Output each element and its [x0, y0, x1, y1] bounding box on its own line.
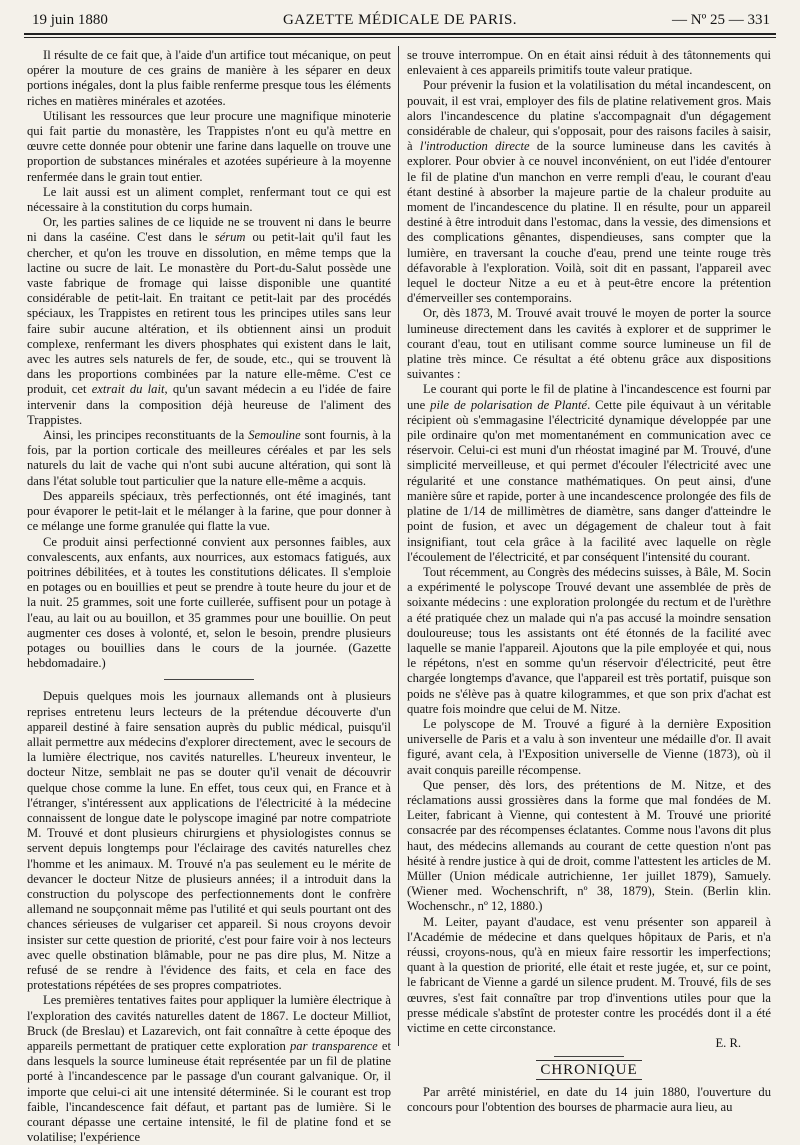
paragraph: Que penser, dès lors, des prétentions de M. Nitze, et des réclamations aussi grossières dans la forme que mal fondées de M. Leiter, fabricant à Vienne, qui contestent à M. Trouvé une priorité consacrée par des récompenses éclatantes. Comme nous l'avons dit plus haut, des médecins allemands au courant de cette question n'ont pas hésité à rendre justice à qui de droit, comme l'attestent les articles de M. Müller (Union médicale autrichienne, 1er juillet 1879), Samuely. (Wiener med. Wochenschrift, nº 38, 1879), Stein. (Berlin klin. Wochenschr., nº 12, 1880.) [407, 777, 771, 914]
italic-term: l'introduction directe [419, 139, 530, 154]
italic-term: pile de polarisation de Planté [430, 397, 588, 412]
paragraph: Des appareils spéciaux, très perfectionnés, ont été imaginés, tant pour évaporer le petit-lait et le mélanger à la farine, que pour donner à ce mélange une forme granulée qui flatte la vue. [27, 488, 391, 534]
section-title: CHRONIQUE [407, 1063, 771, 1078]
page-header [24, 10, 776, 30]
italic-term: extrait du lait [91, 382, 165, 397]
italic-term: par transparence [290, 1039, 378, 1053]
header-rule-thin [24, 37, 776, 38]
paragraph: M. Leiter, payant d'audace, est venu présenter son appareil à l'Académie de médecine et dans quelques hôpitaux de Paris, et n'a réussi, croyons-nous, qu'à en mieux faire ressortir les imperfections; quant à la question de priorité, elle était et reste jugée, et, sur ce point, le fabricant de Vienne a gardé un silence prudent. M. Trouvé, fils de ses œuvres, s'est fait connaître par trop d'inventions utiles pour que la presse médicale s'abstînt de protester contre les procédés dont il a été victime en cette circonstance. [407, 914, 771, 1035]
paragraph: Utilisant les ressources que leur procure une magnifique minoterie qui fait partie du monastère, les Trappistes n'ont eu qu'à mettre en œuvre cette donnée pour obtenir une farine dans laquelle on trouve une proportion de substances minérales et azotées supérieure à la moyenne renfermée dans le grain tout entier. [27, 108, 391, 184]
right-column [407, 48, 771, 1114]
section-separator [164, 679, 254, 680]
paragraph: Le polyscope de M. Trouvé a figuré à la dernière Exposition universelle de Paris et a valu à son inventeur une médaille d'or. Il avait figuré, avant cela, à l'Exposition universelle de Vienne (1873), où il avait conquis pareille récompense. [407, 716, 771, 777]
paragraph: Pour prévenir la fusion et la volatilisation du métal incandescent, on pouvait, il est vrai, employer des fils de platine relativement gros. Mais alors l'incandescence du platine s'accompagnait d'un dégagement considérable de chaleur, qui s'opposait, pour des raisons faciles à saisir, à l'introduction directe de la source lumineuse dans les cavités à explorer. Pour obvier à ce nouvel inconvénient, on eut l'idée d'entourer le fil de platine d'un manchon en verre rempli d'eau, le courant d'eau étant destiné à absorber la majeure partie de la chaleur produite au moment de l'incandescence du platine. Il en résulte, pour un appareil destiné à être introduit dans l'estomac, dans la vessie, des dimensions et des complications gênantes, dispendieuses, sans compter que la lumière, en traversant la couche d'eau, prend une teinte rouge très défavorable à l'exploration. Voilà, soit dit en passant, l'appareil avec lequel le docteur Nitze a eu et à peut-être encore la prétention d'émerveiller ses contemporains. [407, 78, 771, 306]
paragraph: Le lait aussi est un aliment complet, renfermant tout ce qui est nécessaire à la constitution du corps humain. [27, 184, 391, 215]
paragraph: se trouve interrompue. On en était ainsi réduit à des tâtonnements qui enlevaient à ces appareils primitifs toute valeur pratique. [407, 48, 771, 78]
paragraph: Or, dès 1873, M. Trouvé avait trouvé le moyen de porter la source lumineuse directement dans les cavités à explorer et de supprimer le courant d'eau, tout en utilisant comme source lumineuse un fil de platine très mince. Ce résultat a été obtenu grâce aux dispositions suivantes : [407, 306, 771, 382]
paragraph: Les premières tentatives faites pour appliquer la lumière électrique à l'exploration des cavités naturelles datent de 1867. Le docteur Milliot, Bruck (de Breslau) et Lazarevich, ont fait connaître à cette époque des appareils permettant de pratiquer cette exploration par transparence et dans lesquels la source lumineuse était représentée par un fil de platine porté à l'incandescence par le passage d'un courant galvanique. Or, il importe que celui-ci ait une intensité déterminée. Si le courant est trop faible, l'incandescence fait défaut, et partant pas de lumière. Si le courant dépasse une certaine intensité, le fil de platine fond et se volatilise; l'expérience [27, 993, 391, 1145]
header-issue-page: — Nº 25 — 331 [672, 12, 770, 28]
italic-term: Semouline [248, 428, 301, 443]
section-separator [554, 1056, 624, 1057]
paragraph: Par arrêté ministériel, en date du 14 juin 1880, l'ouverture du concours pour l'obtention des bourses de pharmacie aura lieu, au [407, 1084, 771, 1114]
italic-term: sérum [214, 230, 246, 245]
paragraph: Depuis quelques mois les journaux allemands ont à plusieurs reprises entretenu leurs lecteurs de la prétendue découverte d'un appareil destiné à faire sensation auprès du public médical, puisqu'il allait permettre aux médecins d'explorer directement, avec le secours de la lumière électrique, nos cavités naturelles. L'heureux inventeur, le docteur Nitze, semblait ne pas se douter qu'il venait de découvrir quelque chose comme la lune. En effet, tous ceux qui, en France et à l'étranger, s'intéressent aux applications de l'électricité à la médecine connaissent de longue date le polyscope imaginé par notre compatriote M. Trouvé et dont plusieurs chirurgiens et physiologistes connus se servent depuis longtemps pour l'éclairage des cavités naturelles chez l'homme et les animaux. M. Trouvé n'a pas seulement eu le mérite de devancer le docteur Nitze de plusieurs années; il a introduit dans la construction du polyscope des perfectionnements dont le confrère allemand ne soupçonnait même pas l'utilité et qui seuls pourtant ont des chances sérieuses de vulgariser cet appareil. Si nous croyons devoir insister sur cette question de priorité, c'est pour faire voir à nos lecteurs avec quelle obstination blâmable, pour ne pas dire plus, M. Nitze a refusé de se rendre à l'évidence des faits, et cela en face des protestations répétées de ses propres compatriotes. [27, 689, 391, 993]
paragraph: Tout récemment, au Congrès des médecins suisses, à Bâle, M. Socin a expérimenté le polyscope Trouvé devant une assemblée de près de soixante médecins : une exploration prolongée du rectum et de l'urèthre a été pratiquée chez un malade qui n'a pas accusé la moindre sensation douloureuse; tous les assistants ont été étonnés de la facilité avec laquelle se manie l'appareil. Ajoutons que la pile employée et qui, nous le répétons, n'est en somme qu'un réservoir d'électricité, peut être chargée longtemps d'avance, que l'appareil est très portatif, puisque son poids ne s'élève pas à quatre kilogrammes, et que son prix d'achat est quatre fois moindre que celui de M. Nitze. [407, 564, 771, 716]
header-rule-thick [24, 33, 776, 35]
left-column [27, 48, 391, 1145]
paragraph: Il résulte de ce fait que, à l'aide d'un artifice tout mécanique, on peut opérer la mouture de ces grains de manière à les séparer en deux portions inégales, dont la plus faible renferme presque tous les éléments riches en matières minérales et azotées. [27, 48, 391, 108]
header-date: 19 juin 1880 [32, 12, 108, 28]
paragraph: Ce produit ainsi perfectionné convient aux personnes faibles, aux convalescents, aux enfants, aux nourrices, aux estomacs fatigués, aux poitrines débilitées, et à toutes les constitutions délicates. Il s'emploie en potages ou en bouillies et peut se prendre à toute heure du jour et de la nuit. 25 grammes, soit une forte cuillerée, suffisent pour un potage à l'eau, au lait ou au bouillon, et 35 grammes pour une bouillie. On peut augmenter ces doses à volonté, et, selon le besoin, prendre plusieurs potages ou bouillies dans le cours de la journée. (Gazette hebdomadaire.) [27, 534, 391, 671]
paragraph: Or, les parties salines de ce liquide ne se trouvent ni dans le beurre ni dans la caséine. C'est dans le sérum ou petit-lait qu'il faut les chercher, et qu'on les trouve en dissolution, en même temps que la lactine ou sucre de lait. Le monastère du Port-du-Salut possède une vaste fabrique de fromage qui laisse disponible une quantité considérable de petit-lait. En traitant ce petit-lait par des procédés spéciaux, les Trappistes en retirent tous les principes utiles sans leur faire subir aucune altération, et ils obtiennent ainsi un produit complexe, renfermant les divers phosphates qui existent dans le lait, avec les autres sels naturels de fer, de soude, etc., qui se trouvent là dans les proportions combinées par la nature elle-même. C'est ce produit, cet extrait du lait, qu'un savant médecin a eu l'idée de faire intervenir dans la composition déjà heureuse de l'aliment des Trappistes. [27, 215, 391, 427]
paragraph: Ainsi, les principes reconstituants de la Semouline sont fournis, à la fois, par la portion corticale des meilleures céréales et par les sels naturels du lait de vache qui n'ont subi aucune altération, qui sont là dans l'état soluble tout particulier que la nature elle-même a acquis. [27, 428, 391, 488]
paragraph: Le courant qui porte le fil de platine à l'incandescence est fourni par une pile de polarisation de Planté. Cette pile équivaut à un véritable récipient où s'emmagasine l'électricité dynamique développée par une pile ordinaire qu'on met momentanément en communication avec ce réservoir. Celui-ci est muni d'un rhéostat imaginé par M. Trouvé, d'une simplicité merveilleuse, et qui permet d'écouler l'électricité avec une régularité et une constance mathématiques. On peut ainsi, d'une manière sûre et rapide, porter à une incandescence prolongée des fils de platine de 1/14 de millimètres de diamètre, sans danger d'atteindre le point de fusion, et avec un dégagement de chaleur tout à fait insignifiant, tout cela grâce à la facilité avec laquelle on règle l'écoulement de l'électricité, et par conséquent l'intensité du courant. [407, 382, 771, 564]
author-signature: E. R. [715, 1036, 741, 1051]
header-title: GAZETTE MÉDICALE DE PARIS. [282, 12, 518, 28]
column-divider [398, 46, 399, 1046]
